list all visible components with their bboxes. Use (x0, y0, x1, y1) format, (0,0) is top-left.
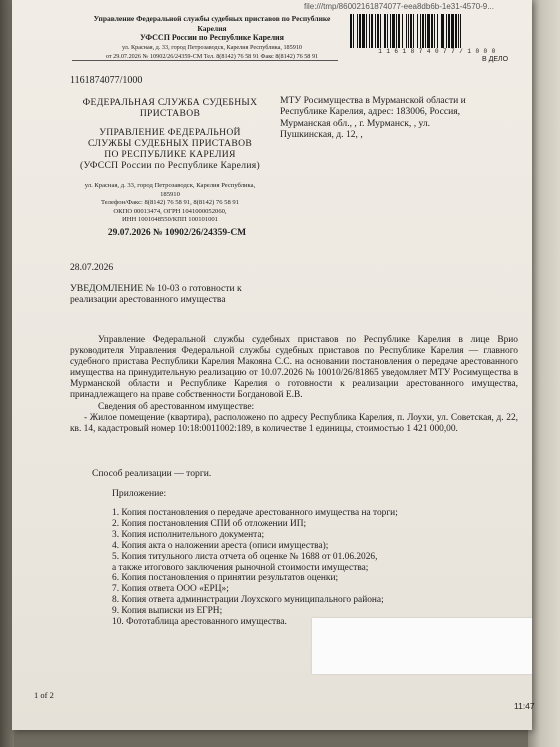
attachment-item: 6. Копия постановления о принятии результатов оценки; (112, 573, 339, 584)
document-page (12, 0, 532, 730)
page-counter: 1 of 2 (34, 690, 54, 700)
attachment-item: 8. Копия ответа администрации Лоухского муниципального района; (112, 595, 384, 606)
dept-line1: УПРАВЛЕНИЕ ФЕДЕРАЛЬНОЙ (99, 127, 241, 138)
subject-line1: УВЕДОМЛЕНИЕ № 10-03 о готовности к (70, 283, 242, 294)
print-time: 11:47 (514, 701, 535, 711)
redaction-patch (312, 618, 532, 674)
address-line: 185910 (160, 190, 180, 198)
attachment-item: 5. Копия титульного листа отчета об оценке № 1688 от 01.06.2026, (112, 551, 378, 562)
stamp-outgoing: от 29.07.2026 № 10902/26/24359-СМ Тел. 8(8142) 76 58 91 Факс 8(8142) 76 58 91 (105, 53, 319, 60)
registration-number: 1161874077/1000 (70, 75, 143, 86)
dept-line2: СЛУЖБЫ СУДЕБНЫХ ПРИСТАВОВ (87, 138, 253, 149)
agency-line2: ПРИСТАВОВ (139, 108, 201, 119)
attachments-list (112, 508, 512, 628)
phone-line: Телефон/Факс: 8(8142) 76 58 91, 8(8142) 76 58 91 (100, 199, 239, 207)
inn-line: ИНН 1001048550/КПП 100101001 (122, 216, 218, 224)
attachment-item: 10. Фототаблица арестованного имущества. (112, 617, 287, 628)
stamp-org-name: Управление Федеральной службы судебных приставов по Республике Карелия (93, 14, 331, 33)
document-date: 28.07.2026 (70, 262, 114, 273)
stamp-divider (72, 60, 338, 61)
stamp-address: ул. Красная, д. 33, город Петрозаводск, Карелия Республика, 185910 (121, 43, 303, 51)
sender-block (70, 97, 270, 171)
attachment-item: а также итогового заключения рыночной стоимости имущества; (112, 562, 369, 573)
sender-address (70, 182, 270, 225)
outgoing-number: 29.07.2026 № 10902/26/24359-СМ (107, 228, 247, 238)
recipient-line: Республике Карелия, адрес: 183006, Россия, (280, 106, 461, 118)
barcode-digits: 1161874077/1000 (378, 48, 500, 55)
desk-background-right (528, 0, 560, 747)
sale-method: Способ реализации — торги. (92, 468, 212, 479)
attachment-item: 7. Копия ответа ООО «ЕРЦ»; (112, 584, 229, 595)
attachment-item: 2. Копия постановления СПИ об отложении ИП; (112, 518, 307, 529)
stamp-org-short: УФССП России по Республике Карелия (139, 33, 284, 42)
attachments-title: Приложение: (112, 488, 167, 499)
attachment-item: 4. Копия акта о наложении ареста (описи имущества); (112, 540, 329, 551)
v-delo-label: В ДЕЛО (482, 56, 509, 63)
dept-line4: (УФССП России по Республике Карелия) (80, 160, 260, 171)
registration-stamp (82, 14, 342, 62)
recipient-block (280, 95, 490, 141)
body-paragraph-3: - Жилое помещение (квартира), расположено по адресу Республика Карелия, п. Лоухи, ул. Советская, д. 22, кв. 14, кадастровый номер 10:18:0011002:189, в количестве 1 единицы, стоимостью 1 421 000,00. (70, 412, 518, 434)
okpo-line: ОКПО 00013474, ОГРН 1041000052060, (113, 207, 227, 215)
body-paragraph-2: Сведения об арестованном имуществе: (98, 401, 255, 412)
barcode (350, 14, 528, 48)
recipient-line: Пушкинская, д. 12, , (280, 129, 363, 141)
attachment-item: 1. Копия постановления о передаче арестованного имущества на торги; (112, 508, 398, 518)
recipient-line: МТУ Росимущества в Мурманской области и (280, 95, 466, 106)
recipient-line: Мурманская обл., , г. Мурманск, , ул. (280, 117, 431, 129)
address-line: ул. Красная, д. 33, город Петрозаводск, Карелия Республика, (84, 182, 256, 189)
body-paragraph-1: Управление Федеральной службы судебных приставов по Республике Карелия в лице Врио руководителя Управления Федеральной службы судебных приставов по Республике Карелия — главного судебного пристава Республики Карелия Макояна С.С. на основании постановления о передаче арестованного имущества на принудительную реализацию от 10.07.2026 № 10010/26/81865 уведомляет МТУ Росимущества в Мурманской области и Республике Карелия о готовности к реализации арестованного имущества, принадлежащего на праве собственности Богдановой Е.В. (70, 335, 518, 401)
body-text (70, 335, 518, 435)
subject (70, 283, 290, 305)
agency-line1: ФЕДЕРАЛЬНАЯ СЛУЖБА СУДЕБНЫХ (82, 97, 258, 108)
attachment-item: 3. Копия исполнительного документа; (112, 529, 265, 540)
file-url: file:///tmp/86002161874077-eea8db6b-1e31-4570-9... (304, 2, 494, 11)
attachment-item: 9. Копия выписки из ЕГРН; (112, 606, 223, 617)
dept-line3: ПО РЕСПУБЛИКЕ КАРЕЛИЯ (104, 149, 236, 160)
subject-line2: реализации арестованного имущества (70, 294, 226, 306)
barcode-bar (461, 14, 462, 48)
